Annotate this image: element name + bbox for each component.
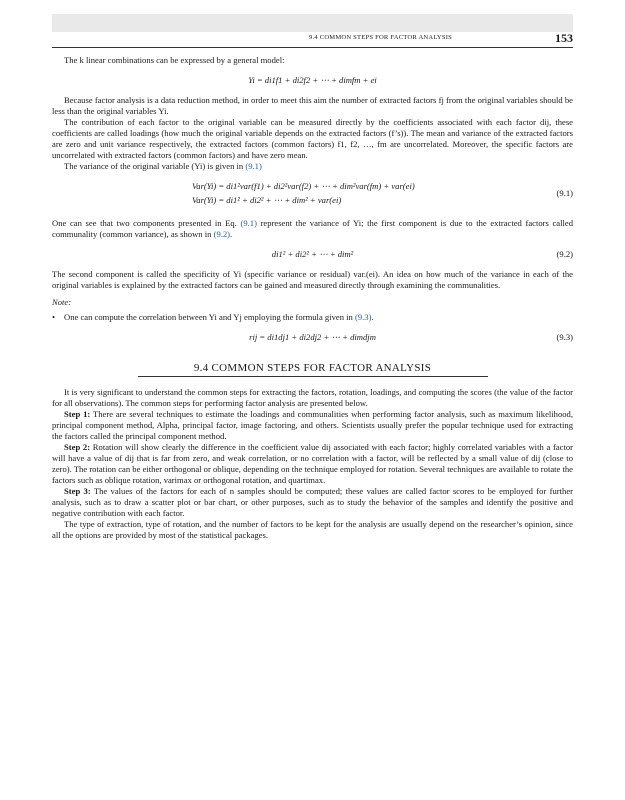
equation-communality — [52, 249, 573, 260]
step-3-label: Step 3: — [64, 486, 91, 496]
step-2-label: Step 2: — [64, 442, 91, 452]
header-rule — [52, 47, 573, 48]
step-1-text: There are several techniques to estimate the loadings and communalities when performing factor analysis, such as maximum likelihood, principal component method, Alpha, principal factor, image factoring, and others. Scientists usually prefer the popular technique used for extracting the factors called the principal component method. — [52, 409, 574, 441]
paragraph-two-components-b: represent the variance of Yi; the first component is due to the extracted factors called communality (common variance), as shown in — [52, 218, 573, 239]
equation-variance-line-2: Var(Yi) = di1² + di2² + ⋯ + dim² + var(ei) — [192, 195, 342, 205]
paragraph-specificity: The second component is called the specificity of Yi (specific variance or residual) var.(ei). An idea on how much of the variance in each of the original variables is explained by the extracted factors can be gained and measured directly through examining the communalities. — [52, 269, 573, 290]
equation-correlation — [52, 332, 573, 343]
closing-paragraph: The type of extraction, type of rotation, and the number of factors to be kept for the analysis are usually depend on the researcher’s opinion, since all the options are provided by most of the statistical packages. — [52, 519, 573, 540]
page-number: 153 — [555, 31, 573, 45]
section-rule — [138, 376, 488, 377]
equation-correlation-text: rij = di1dj1 + di2dj2 + ⋯ + dimdjm — [249, 332, 376, 342]
equation-link-9-2[interactable]: (9.2) — [213, 229, 231, 239]
step-2-text: Rotation will show clearly the difference in the coefficient value dij associated with each factor; highly correlated variables with a factor will have a value of dij that is far from zero, and weak correlation, or no correlation with a factor, will be reflected by a small value of dij (close to zero). The rotation can be either orthogonal or oblique, depending on the technique employed for rotation. Several techniques are available to rotate the factors such as oblique rotation, varimax or orthogonal rotation, and quartimax. — [52, 442, 573, 485]
page-content — [52, 55, 573, 541]
paragraph-two-components-a: One can see that two components presented in Eq. — [52, 218, 241, 228]
equation-link-9-3[interactable]: (9.3) — [354, 312, 372, 322]
equation-number-9-1: (9.1) — [556, 188, 573, 198]
equation-variance — [52, 181, 573, 209]
equation-model — [52, 75, 573, 86]
step-1-label: Step 1: — [64, 409, 91, 419]
paragraph-contribution: The contribution of each factor to the original variable can be measured directly by the coefficients associated with each factor dij, these coefficients are called loadings (how much the original variable depends on the extracted factors (f’s)). The mean and variance of the extracted factors are zero and unit variance respectively, the extracted factors (common factors) f1, f2, …, fm are uncorrelated. Moreover, the specific factors are uncorrelated with extracted factors (common factors) and have zero mean. — [52, 117, 573, 160]
running-title: 9.4 COMMON STEPS FOR FACTOR ANALYSIS — [309, 34, 452, 41]
equation-link-9-1-inline[interactable]: (9.1) — [240, 218, 257, 228]
equation-link-9-1[interactable]: (9.1) — [245, 161, 262, 171]
equation-variance-line-1: Var(Yi) = di1²var(f1) + di2²var(f2) + ⋯ + dim²var(fm) + var(ei) — [192, 181, 415, 191]
step-1-paragraph — [52, 409, 573, 442]
intro-paragraph: The k linear combinations can be expressed by a general model: — [64, 55, 285, 65]
equation-model-text: Yi = di1f1 + di2f2 + ⋯ + dimfm + ei — [248, 75, 377, 85]
section-intro-paragraph: It is very significant to understand the common steps for extracting the factors, rotation, loadings, and computing the scores (the value of the factor for all observations). The common steps for performing factor analysis are presented below. — [52, 387, 573, 408]
note-label: Note: — [52, 297, 72, 307]
section-heading — [52, 363, 573, 377]
step-3-paragraph — [52, 486, 573, 519]
note-bullet-text-a: One can compute the correlation between Yi and Yj employing the formula given in — [64, 312, 355, 322]
note-bullet-text: One can compute the correlation between Yi and Yj employing the formula given in (9.3). — [64, 312, 374, 322]
equation-number-9-2: (9.2) — [556, 249, 573, 259]
paragraph-two-components: One can see that two components presented in Eq. (9.1) represent the variance of Yi; the first component is due to the extracted factors called communality (common variance), as shown in (9.2). — [52, 218, 573, 239]
bullet-dot-icon: • — [52, 312, 56, 322]
note-bullet — [52, 312, 573, 323]
paragraph-variance-text: The variance of the original variable (Yi) is given in — [64, 161, 246, 171]
header-band — [52, 14, 573, 32]
equation-number-9-3: (9.3) — [556, 332, 573, 342]
paragraph-reduction: Because factor analysis is a data reduction method, in order to meet this aim the number of extracted factors fj from the original variables should be less than the original variables Yi. — [52, 95, 573, 116]
equation-communality-text: di1² + di2² + ⋯ + dim² — [271, 249, 354, 259]
section-title: 9.4 COMMON STEPS FOR FACTOR ANALYSIS — [193, 362, 432, 374]
step-3-text: The values of the factors for each of n samples should be computed; these values are called factor scores to be employed for further analysis, such as to draw a scatter plot or bar chart, or other purposes, such as to study the behavior of the samples and identify the positive and negative contribution with each factor. — [52, 486, 573, 518]
paragraph-variance — [52, 161, 573, 172]
step-2-paragraph — [52, 442, 573, 486]
